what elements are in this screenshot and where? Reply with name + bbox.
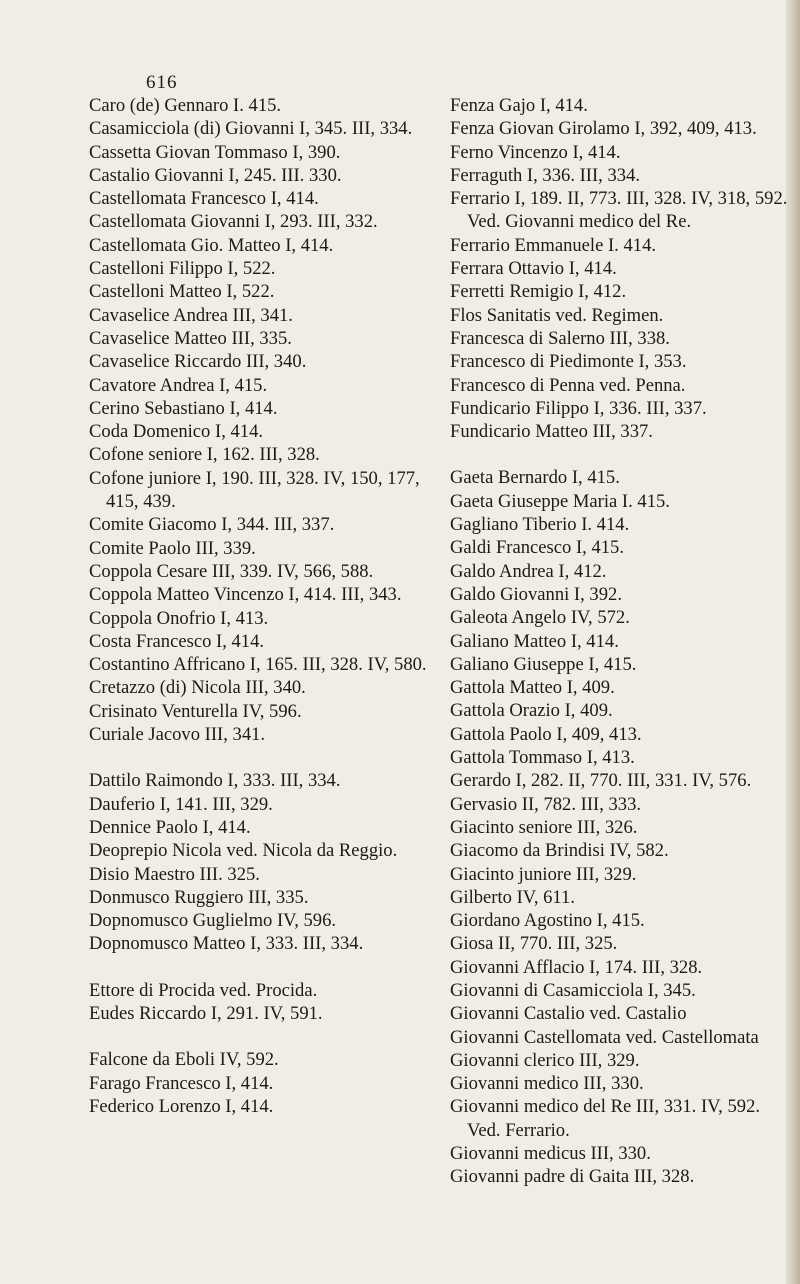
index-entry: Dopnomusco Matteo I, 333. III, 334. [89, 933, 364, 955]
index-entry: Francesca di Salerno III, 338. [450, 327, 670, 349]
index-entry: Costa Francesco I, 414. [89, 630, 265, 652]
index-entry: Cretazzo (di) Nicola III, 340. [89, 677, 306, 699]
index-entry: Ettore di Procida ved. Procida. [89, 979, 318, 1001]
index-entry: Giacomo da Brindisi IV, 582. [450, 840, 669, 862]
section-gap [89, 956, 433, 979]
index-entry: Galiano Matteo I, 414. [450, 630, 619, 652]
index-entry: Eudes Riccardo I, 291. IV, 591. [89, 1002, 323, 1024]
index-entry: Fenza Giovan Girolamo I, 392, 409, 413. [450, 118, 757, 140]
index-entry: Gattola Paolo I, 409, 413. [450, 723, 642, 745]
index-column-right [450, 94, 790, 1189]
index-entry: Donmusco Ruggiero III, 335. [89, 886, 309, 908]
index-entry: Ferno Vincenzo I, 414. [450, 141, 621, 163]
index-entry: Cerino Sebastiano I, 414. [89, 397, 278, 419]
index-entry: Castelloni Filippo I, 522. [89, 258, 276, 280]
index-entry: Galdo Andrea I, 412. [450, 560, 607, 582]
index-entry: Giovanni clerico III, 329. [450, 1049, 640, 1071]
index-entry: Costantino Affricano I, 165. III, 328. IV, 580. [89, 654, 427, 676]
index-entry: Giovanni di Casamicciola I, 345. [450, 979, 696, 1001]
index-entry: Gagliano Tiberio I. 414. [450, 514, 630, 536]
index-entry: Cavaselice Riccardo III, 340. [89, 351, 307, 373]
index-entry: Cavatore Andrea I, 415. [89, 374, 268, 396]
section-gap [89, 1025, 433, 1048]
index-entry: Francesco di Penna ved. Penna. [450, 374, 686, 396]
index-entry: Comite Giacomo I, 344. III, 337. [89, 514, 335, 536]
index-entry: Coppola Onofrio I, 413. [89, 607, 269, 629]
index-entry: Giovanni medico del Re III, 331. IV, 592. Ved. Ferrario. [450, 1096, 761, 1141]
index-entry: Cofone juniore I, 190. III, 328. IV, 150, 177, 415, 439. [89, 467, 420, 513]
index-entry: Farago Francesco I, 414. [89, 1072, 274, 1094]
index-entry: Galdi Francesco I, 415. [450, 537, 625, 559]
index-entry: Castalio Giovanni I, 245. III. 330. [89, 164, 342, 186]
index-entry: Crisinato Venturella IV, 596. [89, 700, 302, 722]
index-entry: Comite Paolo III, 339. [89, 537, 256, 559]
index-entry: Giosa II, 770. III, 325. [450, 933, 618, 955]
index-entry: Giacinto seniore III, 326. [450, 816, 638, 838]
index-entry: Castelloni Matteo I, 522. [89, 281, 275, 303]
index-entry: Giovanni Castalio ved. Castalio [450, 1003, 687, 1025]
index-entry: Castellomata Giovanni I, 293. III, 332. [89, 211, 378, 233]
index-entry: Cofone seniore I, 162. III, 328. [89, 444, 320, 466]
index-entry: Deoprepio Nicola ved. Nicola da Reggio. [89, 840, 398, 862]
section-gap [89, 746, 433, 769]
index-entry: Giovanni Castellomata ved. Castellomata [450, 1026, 759, 1048]
index-entry: Cavaselice Andrea III, 341. [89, 304, 293, 326]
index-entry: Galdo Giovanni I, 392. [450, 583, 622, 605]
index-entry: Fundicario Matteo III, 337. [450, 421, 653, 443]
index-entry: Galiano Giuseppe I, 415. [450, 653, 637, 675]
index-entry: Giovanni medico III, 330. [450, 1073, 644, 1095]
index-entry: Francesco di Piedimonte I, 353. [450, 351, 687, 373]
index-entry: Castellomata Francesco I, 414. [89, 188, 319, 210]
index-entry: Gattola Orazio I, 409. [450, 700, 613, 722]
index-entry: Gattola Tommaso I, 413. [450, 747, 635, 769]
index-entry: Coda Domenico I, 414. [89, 421, 264, 443]
index-entry: Casamicciola (di) Giovanni I, 345. III, 334. [89, 118, 413, 140]
index-entry: Gerardo I, 282. II, 770. III, 331. IV, 576. [450, 770, 752, 792]
index-entry: Giovanni medicus III, 330. [450, 1143, 651, 1165]
index-entry: Coppola Matteo Vincenzo I, 414. III, 343. [89, 584, 402, 606]
index-entry: Dopnomusco Guglielmo IV, 596. [89, 910, 337, 932]
index-entry: Disio Maestro III. 325. [89, 863, 260, 885]
index-entry: Gaeta Bernardo I, 415. [450, 467, 620, 489]
index-entry: Galeota Angelo IV, 572. [450, 607, 630, 629]
index-entry: Ferraguth I, 336. III, 334. [450, 164, 641, 186]
section-gap [450, 443, 790, 466]
index-entry: Giovanni Afflacio I, 174. III, 328. [450, 956, 703, 978]
index-column-left [89, 94, 433, 1118]
index-entry: Cassetta Giovan Tommaso I, 390. [89, 141, 341, 163]
index-entry: Dennice Paolo I, 414. [89, 816, 251, 838]
index-entry: Falcone da Eboli IV, 592. [89, 1049, 279, 1071]
index-entry: Fenza Gajo I, 414. [450, 95, 588, 116]
index-entry: Coppola Cesare III, 339. IV, 566, 588. [89, 560, 374, 582]
index-entry: Gattola Matteo I, 409. [450, 677, 615, 699]
page-number: 616 [146, 72, 178, 93]
index-entry: Federico Lorenzo I, 414. [89, 1095, 274, 1117]
index-entry: Castellomata Gio. Matteo I, 414. [89, 234, 334, 256]
index-entry: Dattilo Raimondo I, 333. III, 334. [89, 770, 341, 792]
index-entry: Gilberto IV, 611. [450, 886, 575, 908]
index-entry: Giordano Agostino I, 415. [450, 910, 645, 932]
index-entry: Ferrario I, 189. II, 773. III, 328. IV, 318, 592. Ved. Giovanni medico del Re. [450, 188, 788, 233]
index-entry: Ferretti Remigio I, 412. [450, 281, 627, 303]
index-entry: Ferrario Emmanuele I. 414. [450, 234, 657, 256]
index-entry: Flos Sanitatis ved. Regimen. [450, 304, 664, 326]
index-entry: Giovanni padre di Gaita III, 328. [450, 1166, 695, 1188]
index-entry: Gervasio II, 782. III, 333. [450, 793, 642, 815]
index-entry: Ferrara Ottavio I, 414. [450, 258, 617, 280]
index-entry: Caro (de) Gennaro I. 415. [89, 95, 282, 116]
index-entry: Curiale Jacovo III, 341. [89, 724, 266, 746]
index-entry: Cavaselice Matteo III, 335. [89, 327, 292, 349]
index-entry: Giacinto juniore III, 329. [450, 863, 637, 885]
index-entry: Fundicario Filippo I, 336. III, 337. [450, 397, 707, 419]
index-entry: Gaeta Giuseppe Maria I. 415. [450, 490, 670, 512]
index-entry: Dauferio I, 141. III, 329. [89, 793, 273, 815]
